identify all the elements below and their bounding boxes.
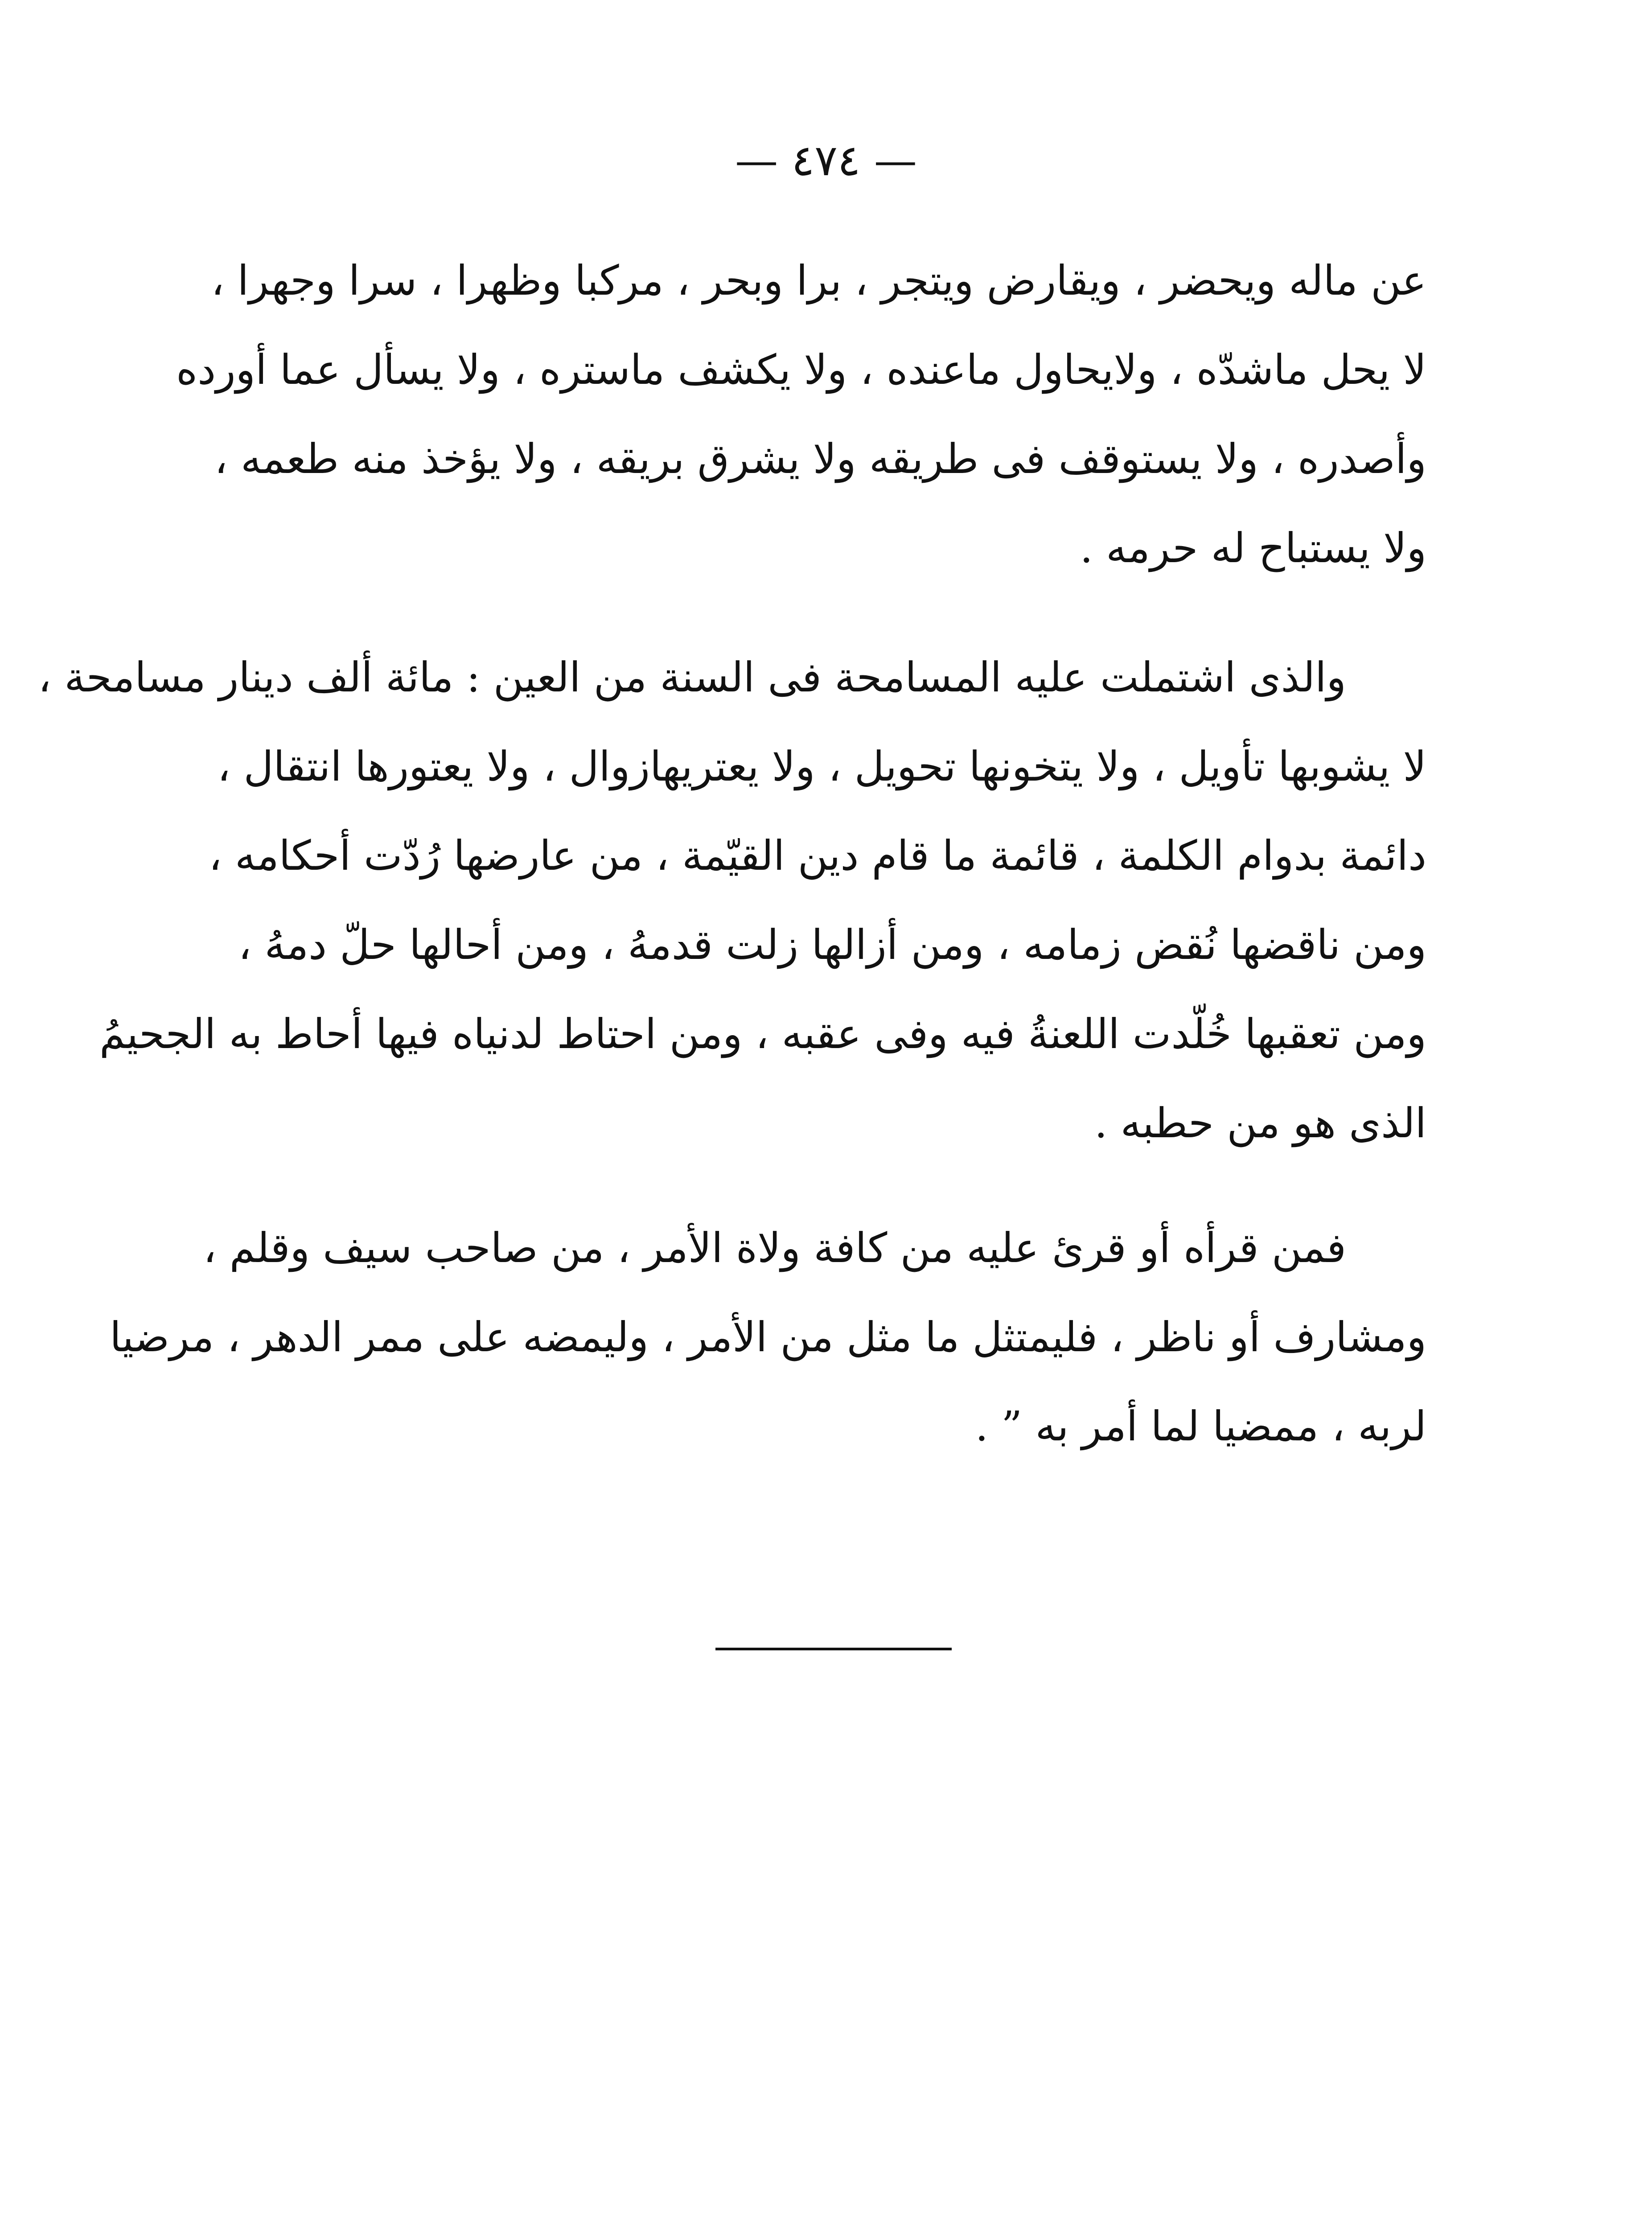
text-line: وأصدره ، ولا يستوقف فى طريقه ولا يشرق بريقه ، ولا يؤخذ منه طعمه ،	[214, 435, 1426, 483]
text-line: ومن ناقضها نُقض زمامه ، ومن أزالها زلت قدمهُ ، ومن أحالها حلّ دمهُ ،	[238, 921, 1426, 969]
paragraph-2	[38, 633, 1426, 1168]
text-line: فمن قرأه أو قرئ عليه من كافة ولاة الأمر ، من صاحب سيف وقلم ،	[203, 1224, 1346, 1272]
text-line: عن ماله ويحضر ، ويقارض ويتجر ، برا وبحر ، مركبا وظهرا ، سرا وجهرا ،	[211, 257, 1426, 304]
paragraph-1	[176, 236, 1426, 593]
text-line: دائمة بدوام الكلمة ، قائمة ما قام دين القيّمة ، من عارضها رُدّت أحكامه ،	[209, 832, 1426, 880]
page-number: — ٤٧٤ —	[735, 136, 917, 185]
text-line: لا يشوبها تأويل ، ولا يتخونها تحويل ، ولا يعتريهازوال ، ولا يعتورها انتقال ،	[217, 743, 1426, 790]
text-line: ومشارف أو ناظر ، فليمتثل ما مثل من الأمر ، وليمضه على ممر الدهر ، مرضيا	[110, 1313, 1426, 1361]
text-line: الذى هو من حطبه .	[1094, 1099, 1426, 1147]
text-line: ولا يستباح له حرمه .	[1080, 524, 1426, 572]
text-line: ومن تعقبها خُلّدت اللعنةُ فيه وفى عقبه ، ومن احتاط لدنياه فيها أحاط به الجحيمُ	[99, 1010, 1426, 1058]
text-line: لربه ، ممضيا لما أمر به ” .	[975, 1402, 1426, 1450]
paragraph-3	[110, 1204, 1426, 1471]
end-divider	[715, 1648, 952, 1650]
text-line: والذى اشتملت عليه المسامحة فى السنة من العين : مائة ألف دينار مسامحة ،	[38, 654, 1346, 701]
text-line: لا يحل ماشدّه ، ولايحاول ماعنده ، ولا يكشف ماستره ، ولا يسأل عما أورده	[176, 346, 1426, 394]
